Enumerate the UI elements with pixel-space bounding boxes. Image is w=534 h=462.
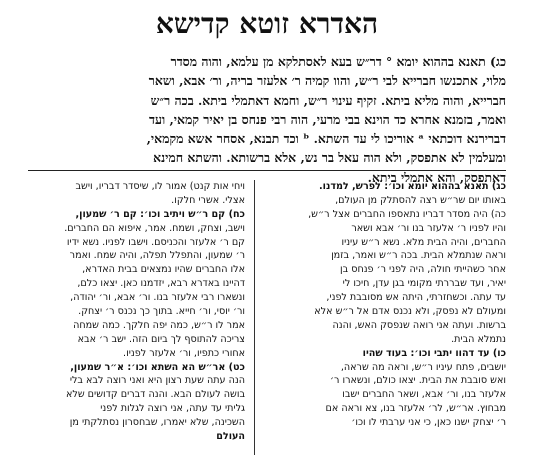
page-title: האדרא זוטא קדישא [155,7,379,40]
commentary-line: ר׳ יצחק ישנו כאן, כי אני ערבתי לו וכו׳ [351,417,506,429]
commentary-line: כח) קם ר״ש ויתיב וכו׳: קם ר׳ שמעון, [75,208,245,220]
commentary-line: מבחוץ. אר״ש, לר׳ אלעזר בנו, צא וראה אם [325,403,506,415]
commentary-line: הנה עתה שעת רצון היא ואני רוצה לבא בלי [69,375,245,387]
column-separator [254,180,255,455]
commentary-line: ור׳ יוסי, ור׳ חייא. בתוך כך נכנס ר׳ יצחק. [78,306,245,318]
commentary-line: השכינה, שלא יאמרו, שבחסרון נסתלקתי מן [69,417,245,429]
main-text-line: דברירנא דוכתאי ᵃ אוריכו לי עד השתא. ᵇ וכד תבנא, אסחר אשא מקמאי, [146,131,506,147]
commentary-line: ואש סובבת את הבית. יצאו כולם, ונשארו ר׳ [330,375,506,387]
commentary-line: יושבים, פתח עיניו ר״ש, וראה מה שראה, [340,361,506,373]
main-text-line: ואמר, בזמנא אחרא כד הוינא בבי מרעי, הוה רבי פנחס בן יאיר קמאי, ועד [149,111,506,127]
commentary-line: וראה שנתמלא הבית. בכה ר״ש ואמר, בזמן [331,250,506,262]
commentary-line: ברשות. ועתה אני רואה שנפסק האש, והנה [332,319,506,331]
commentary-line: אחר כשהייתי חולה, היה לפני ר׳ פנחס בן [340,264,506,276]
commentary-line: והיו לפניו ר׳ אלעזר בנו ור׳ אבא ושאר [351,222,506,234]
commentary-line: נתמלא הבית. [451,333,506,345]
commentary-line: כט) אר״ש הא השתא וכו׳: א״ר שמעון, [70,361,245,373]
commentary-line: וישב, וצחק, ושמח. אמר, איפוא הם החברים. [64,222,245,234]
commentary-line: אחורי כתפיו, ור׳ אלעזר לפניו. [123,347,245,359]
commentary-line: ויחי אות קנט) אמור לו, שיסדר דבריו, וישב [75,181,245,192]
main-text-line: חברייא, והוה מליא ביתא. זקיף עינוי ר״ש, וחמא דאתמלי ביתא. בכה ר״ש [150,92,506,108]
commentary-column-right [281,180,506,430]
commentary-line: באותו יום שר״ש רצה להסתלק מן העולם, [335,194,506,206]
commentary-line: צריכה להתוסף לך ביום הזה. ישב ר׳ אבא [77,333,245,345]
main-text-block [28,52,506,187]
commentary-line: החברים, והיה הבית מלא. נשא ר״ש עיניו [341,236,506,248]
commentary-line: כו) עד דהוו יתבי וכו׳: בעוד שהיו [362,347,506,359]
main-text-line: מלוי, אתכנשו חברייא לבי ר״ש, והוו קמיה ר׳ אלעזר בריה, ור׳ אבא, ושאר [148,73,506,89]
commentary-line: אלעזר בנו, ור׳ אבא, ושאר החברים ישבו [342,389,506,401]
commentary-line: העולם [216,431,245,443]
main-text-line: דאתפסק, והא אתמלי ביתא. [367,169,506,185]
commentary-line: יאיר, ועד שבררתי מקומי בגן עדן, חיכו לי [342,278,506,290]
main-text-line: כג) תאנא בההוא יומא ° דר״ש בעא לאסתלקא מן עלמא, והוה מסדר [170,54,506,69]
commentary-line: קם ר׳ אלעזר והכניסם. וישבו לפניו. נשא ידיו [66,236,245,248]
commentary-line: כה) היה מסדר דבריו נתאספו החברים אצל ר״ש, [308,208,506,220]
commentary-line: כג) תאנא בההוא יומא וכו׳: לפרש, למדנו. [319,181,506,192]
section-divider [28,170,506,171]
commentary-column-left [20,180,245,444]
commentary-line: גליתי עד עתה, אני רוצה לגלות לפני [100,403,245,415]
commentary-line: ומעולם לא נפסק, ולא נכנס אדם אל ר״ש אלא [314,306,506,318]
commentary-line: ר׳ שמעון, והתפלל תפלה, והיה שמח. ואמר [69,250,245,262]
commentary-line: דהיינו באדרא רבא, יזדמנו כאן. יצאו כלם, [77,278,245,290]
commentary-line: בושה לעולם הבא. והנה דברים קדושים שלא [65,389,245,401]
main-text-line: ומעלמין לא אתפסק, ולא הוה עאל בר נש, אלא ברשותא. והשתא חמינא [153,150,506,166]
commentary-line: אלו החברים שהיו נמצאים בבית האדרא, [82,264,245,276]
commentary-line: עד עתה. וכשחזרתי, היתה אש מסובבת לפני, [326,292,506,304]
commentary-line: אצלי. אשרי חלקו. [171,194,245,206]
commentary-line: אמר לו ר״ש, כמה יפה חלקך. כמה שמחה [73,319,245,331]
commentary-line: ונשארו רבי אלעזר בנו. ור׳ אבא, ור׳ יהודה, [70,292,245,304]
